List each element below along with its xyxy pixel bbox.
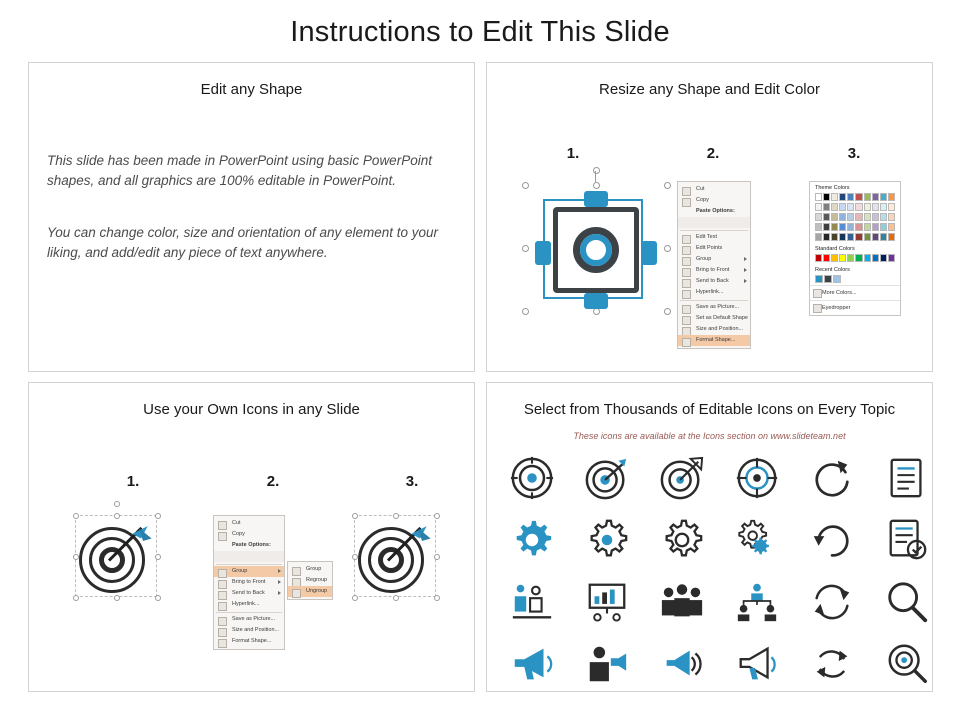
menu-item-size-position[interactable] [214, 625, 284, 636]
format-shape-icon [218, 639, 227, 648]
palette-icon [813, 289, 822, 298]
team-network-icon[interactable] [734, 579, 780, 625]
more-colors-label: More Colors... [822, 290, 857, 296]
edit-shape-paragraph-2: You can change color, size and orientation of any element to your liking, and add/edit any piece of text anywhere. [47, 225, 439, 260]
menu-item-label: Bring to Front [232, 579, 266, 585]
shape-nub-bottom [584, 293, 608, 309]
theme-colors-label: Theme Colors [815, 185, 850, 191]
shape-nub-top [584, 191, 608, 207]
submenu-item-label: Ungroup [306, 588, 328, 594]
document-list-icon[interactable] [884, 455, 930, 501]
selection-frame [525, 185, 667, 311]
menu-item-label: Save as Picture... [696, 304, 740, 310]
megaphone-small-icon[interactable] [659, 641, 705, 687]
group-people-icon[interactable] [659, 579, 705, 625]
menu-item-save-as-picture[interactable] [214, 614, 284, 625]
standard-swatch-row[interactable] [810, 254, 900, 264]
eyedropper-label: Eyedropper [822, 305, 851, 311]
eyedropper-item[interactable] [810, 300, 900, 315]
recycle-arrows-icon[interactable] [809, 641, 855, 687]
menu-item-format-shape[interactable] [214, 636, 284, 647]
submenu-item-label: Group [306, 566, 322, 572]
menu-item-label: Copy [696, 197, 709, 203]
sync-arrows-icon[interactable] [809, 579, 855, 625]
menu-item-label: Group [696, 256, 712, 262]
menu-item-edit-points[interactable] [678, 243, 750, 254]
theme-swatch-row-2[interactable] [810, 203, 900, 213]
menu-item-paste-options[interactable] [678, 206, 750, 217]
standard-colors-label: Standard Colors [815, 246, 855, 252]
icons-step-3-number: 3. [405, 473, 419, 490]
menu-item-label: Paste Options: [696, 208, 735, 214]
gear-dot-icon[interactable] [584, 517, 630, 563]
menu-item-cut[interactable] [678, 184, 750, 195]
menu-item-label: Edit Text [696, 234, 717, 240]
presentation-team-icon[interactable] [584, 579, 630, 625]
submenu-item-label: Regroup [306, 577, 328, 583]
refresh-clockwise-icon[interactable] [809, 455, 855, 501]
panel-own-icons [28, 382, 475, 692]
chevron-right-icon [278, 569, 281, 573]
theme-swatch-row-1[interactable] [810, 193, 900, 203]
menu-item-label: Paste Options: [232, 542, 271, 548]
menu-item-label: Copy [232, 531, 245, 537]
menu-item-label: Set as Default Shape [696, 315, 748, 321]
menu-item-bring-to-front[interactable] [678, 265, 750, 276]
menu-item-set-default-shape[interactable] [678, 313, 750, 324]
menu-item-copy[interactable] [678, 195, 750, 206]
chevron-right-icon [744, 257, 747, 261]
menu-item-size-position[interactable] [678, 324, 750, 335]
menu-item-label: Size and Position... [232, 627, 280, 633]
menu-item-label: Size and Position... [696, 326, 744, 332]
person-speaking-icon[interactable] [584, 641, 630, 687]
menu-item-label: Hyperlink... [232, 601, 260, 607]
panel-editable-icons [486, 382, 933, 692]
hyperlink-icon [682, 290, 691, 299]
target-circle-icon[interactable] [509, 455, 555, 501]
recent-swatch-row[interactable] [810, 275, 900, 285]
gear-group-icon[interactable] [734, 517, 780, 563]
icons-step-1-number: 1. [126, 473, 140, 490]
chevron-right-icon [744, 279, 747, 283]
menu-item-paste-options[interactable] [214, 540, 284, 551]
shape-nub-left [535, 241, 551, 265]
panel-title-own-icons: Use your Own Icons in any Slide [143, 401, 360, 418]
menu-item-label: Group [232, 568, 248, 574]
menu-item-label: Bring to Front [696, 267, 730, 273]
refresh-circular-icon[interactable] [809, 517, 855, 563]
menu-item-label: Cut [232, 520, 241, 526]
megaphone-outline-icon[interactable] [734, 641, 780, 687]
menu-item-label: Format Shape... [696, 337, 736, 343]
panel-title-editable-icons: Select from Thousands of Editable Icons on Every Topic [523, 401, 896, 418]
context-menu-group[interactable] [213, 515, 285, 650]
panel-title-resize-shape: Resize any Shape and Edit Color [599, 81, 820, 98]
menu-item-label: Send to Back [696, 278, 729, 284]
icons-step-2-number: 2. [266, 473, 280, 490]
chevron-right-icon [278, 580, 281, 584]
theme-swatch-row-4[interactable] [810, 223, 900, 233]
menu-item-copy[interactable] [214, 529, 284, 540]
gear-outline-icon[interactable] [659, 517, 705, 563]
panel-edit-any-shape [28, 62, 475, 372]
menu-item-send-to-back[interactable] [678, 276, 750, 287]
recent-colors-label: Recent Colors [815, 267, 850, 273]
menu-item-label: Cut [696, 186, 705, 192]
menu-item-label: Send to Back [232, 590, 265, 596]
page-title: Instructions to Edit This Slide [290, 16, 670, 48]
target-search-icon[interactable] [884, 641, 930, 687]
icon-gallery [501, 451, 920, 681]
chevron-right-icon [744, 268, 747, 272]
target-crosshair-icon[interactable] [734, 455, 780, 501]
menu-item-bring-to-front[interactable] [214, 577, 284, 588]
eyedropper-icon [813, 304, 822, 313]
megaphone-icon[interactable] [509, 641, 555, 687]
panel-resize-shape [486, 62, 933, 372]
menu-item-format-shape[interactable] [678, 335, 750, 346]
resize-shape-illustration [517, 179, 677, 319]
panel-subtitle-editable-icons: These icons are available at the Icons section on www.slideteam.net [573, 431, 846, 441]
menu-item-label: Edit Points [696, 245, 723, 251]
theme-swatch-row-3[interactable] [810, 213, 900, 223]
submenu-item-group[interactable] [288, 564, 332, 575]
menu-item-group[interactable] [214, 566, 284, 577]
menu-item-label: Format Shape... [232, 638, 272, 644]
ungroup-icon [292, 589, 301, 598]
resize-step-2-number: 2. [706, 145, 720, 162]
hyperlink-icon [218, 602, 227, 611]
menu-item-hyperlink[interactable] [678, 287, 750, 298]
context-menu-format[interactable] [677, 181, 751, 349]
color-picker-panel[interactable] [809, 181, 901, 316]
chevron-right-icon [278, 591, 281, 595]
people-chart-icon[interactable] [509, 579, 555, 625]
format-shape-icon [682, 338, 691, 347]
resize-step-1-number: 1. [566, 145, 580, 162]
submenu-item-regroup[interactable] [288, 575, 332, 586]
target-icon-2 [354, 517, 438, 601]
target-dart-icon[interactable] [584, 455, 630, 501]
target-icon-1 [75, 517, 159, 601]
menu-item-edit-text[interactable] [678, 232, 750, 243]
submenu-item-ungroup[interactable] [288, 586, 332, 597]
shape-nub-right [641, 241, 657, 265]
context-submenu-group[interactable] [287, 561, 333, 600]
resize-step-3-number: 3. [847, 145, 861, 162]
menu-item-send-to-back[interactable] [214, 588, 284, 599]
menu-item-hyperlink[interactable] [214, 599, 284, 610]
checklist-document-icon[interactable] [884, 517, 930, 563]
menu-item-save-as-picture[interactable] [678, 302, 750, 313]
menu-item-label: Hyperlink... [696, 289, 724, 295]
edit-shape-paragraph-1: This slide has been made in PowerPoint using basic PowerPoint shapes, and all graphics are 100% editable in PowerPoint. [47, 153, 432, 188]
menu-item-label: Save as Picture... [232, 616, 276, 622]
menu-item-cut[interactable] [214, 518, 284, 529]
target-arrow-icon[interactable] [659, 455, 705, 501]
gear-solid-icon[interactable] [509, 517, 555, 563]
more-colors-item[interactable] [810, 285, 900, 300]
theme-swatch-row-5[interactable] [810, 233, 900, 243]
panel-title-edit-shape: Edit any Shape [200, 81, 303, 98]
magnifier-icon[interactable] [884, 579, 930, 625]
menu-item-group[interactable] [678, 254, 750, 265]
shape-blue-circle [580, 234, 612, 266]
